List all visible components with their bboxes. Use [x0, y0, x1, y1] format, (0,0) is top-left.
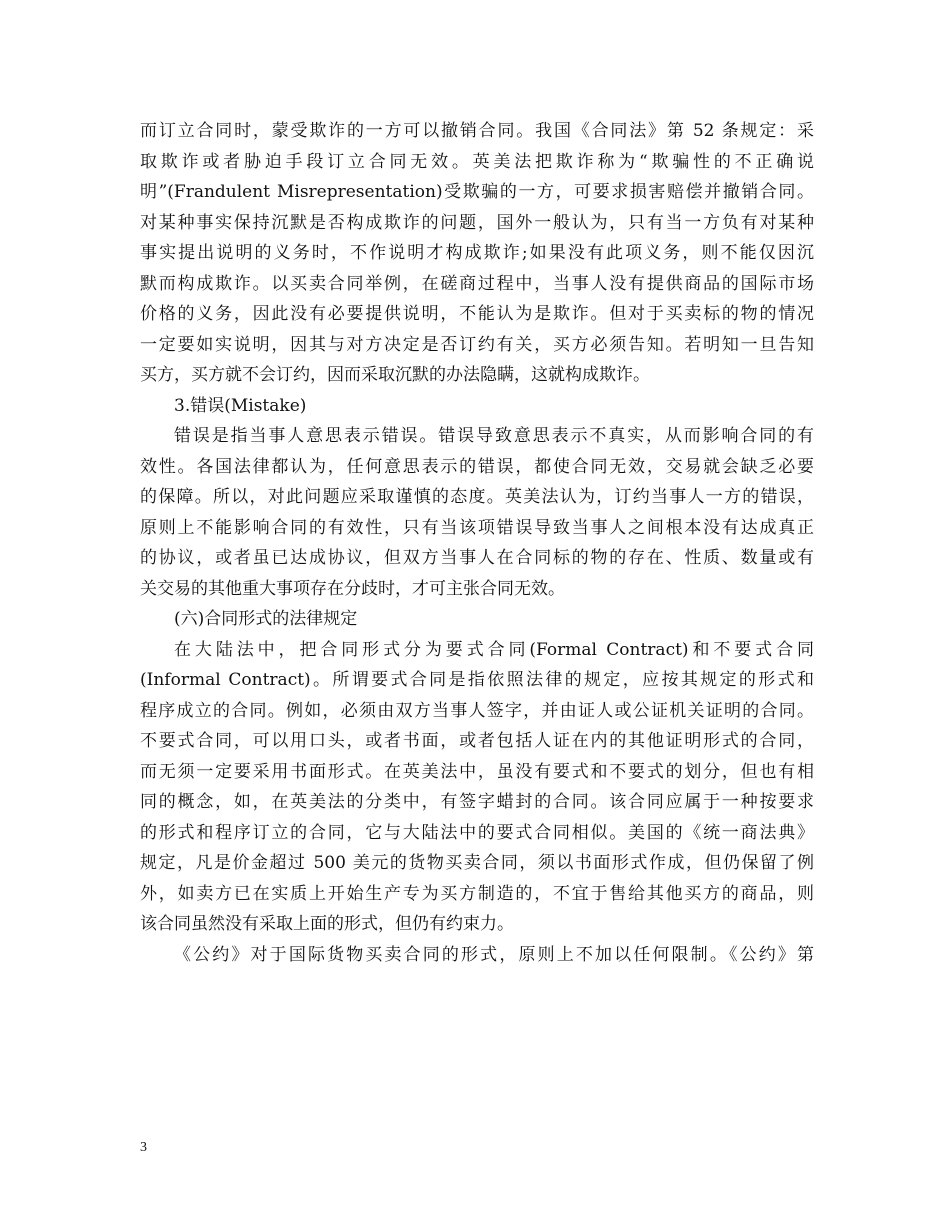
paragraph-line: 取欺诈或者胁迫手段订立合同无效。英美法把欺诈称为“欺骗性的不正确说 — [140, 151, 814, 172]
paragraph-line: 在大陆法中，把合同形式分为要式合同(Formal Contract)和不要式合同 — [174, 639, 814, 660]
section-heading-contract-form: (六)合同形式的法律规定 — [174, 609, 358, 629]
paragraph-line: 事实提出说明的义务时，不作说明才构成欺诈;如果没有此项义务，则不能仅因沉 — [140, 243, 814, 263]
paragraph-line: 同的概念，如，在英美法的分类中，有签字蜡封的合同。该合同应属于一种按要求 — [140, 792, 814, 812]
paragraph-line: 一定要如实说明，因其与对方决定是否订约有关，买方必须告知。若明知一旦告知 — [140, 334, 814, 355]
paragraph-line: 对某种事实保持沉默是否构成欺诈的问题，国外一般认为，只有当一方负有对某种 — [140, 212, 814, 233]
paragraph-line: (Informal Contract)。所谓要式合同是指依照法律的规定，应按其规定的形式和 — [140, 670, 814, 690]
body-text — [140, 116, 814, 970]
paragraph-line: 错误是指当事人意思表示错误。错误导致意思表示不真实，从而影响合同的有 — [174, 426, 814, 446]
paragraph-line: 关交易的其他重大事项存在分歧时，才可主张合同无效。 — [140, 578, 565, 599]
paragraph-line: 明”(Frandulent Misrepresentation)受欺骗的一方，可要求损害赔偿并撤销合同。 — [140, 182, 814, 202]
paragraph-line: 默而构成欺诈。以买卖合同举例，在磋商过程中，当事人没有提供商品的国际市场 — [140, 273, 814, 294]
paragraph-line: 的形式和程序订立的合同，它与大陆法中的要式合同相似。美国的《统一商法典》 — [140, 822, 814, 843]
paragraph-line: 该合同虽然没有采取上面的形式，但仍有约束力。 — [140, 914, 514, 934]
paragraph-line: 的协议，或者虽已达成协议，但双方当事人在合同标的物的存在、性质、数量或有 — [140, 548, 814, 568]
paragraph-line: 而订立合同时，蒙受欺诈的一方可以撤销合同。我国《合同法》第 52 条规定：采 — [140, 121, 814, 141]
page-number: 3 — [140, 1140, 147, 1155]
section-heading-mistake: 3.错误(Mistake) — [174, 395, 307, 416]
paragraph-line: 程序成立的合同。例如，必须由双方当事人签字，并由证人或公证机关证明的合同。 — [140, 700, 814, 721]
paragraph-line: 价格的义务，因此没有必要提供说明，不能认为是欺诈。但对于买卖标的物的情况 — [140, 304, 814, 324]
paragraph-line: 不要式合同，可以用口头，或者书面，或者包括人证在内的其他证明形式的合同， — [140, 731, 814, 751]
paragraph-line: 原则上不能影响合同的有效性，只有当该项错误导致当事人之间根本没有达成真正 — [140, 517, 814, 538]
paragraph-line: 买方，买方就不会订约，因而采取沉默的办法隐瞒，这就构成欺诈。 — [140, 365, 650, 385]
paragraph-line: 而无须一定要采用书面形式。在英美法中，虽没有要式和不要式的划分，但也有相 — [140, 761, 814, 782]
paragraph-line: 效性。各国法律都认为，任何意思表示的错误，都使合同无效，交易就会缺乏必要 — [140, 456, 814, 477]
paragraph-line: 规定，凡是价金超过 500 美元的货物买卖合同，须以书面形式作成，但仍保留了例 — [140, 853, 814, 873]
paragraph-line: 《公约》对于国际货物买卖合同的形式，原则上不加以任何限制。《公约》第 — [174, 944, 814, 965]
paragraph-line: 的保障。所以，对此问题应采取谨慎的态度。英美法认为，订约当事人一方的错误， — [140, 487, 814, 507]
paragraph-line: 外，如卖方已在实质上开始生产专为买方制造的，不宜于售给其他买方的商品，则 — [140, 883, 814, 904]
